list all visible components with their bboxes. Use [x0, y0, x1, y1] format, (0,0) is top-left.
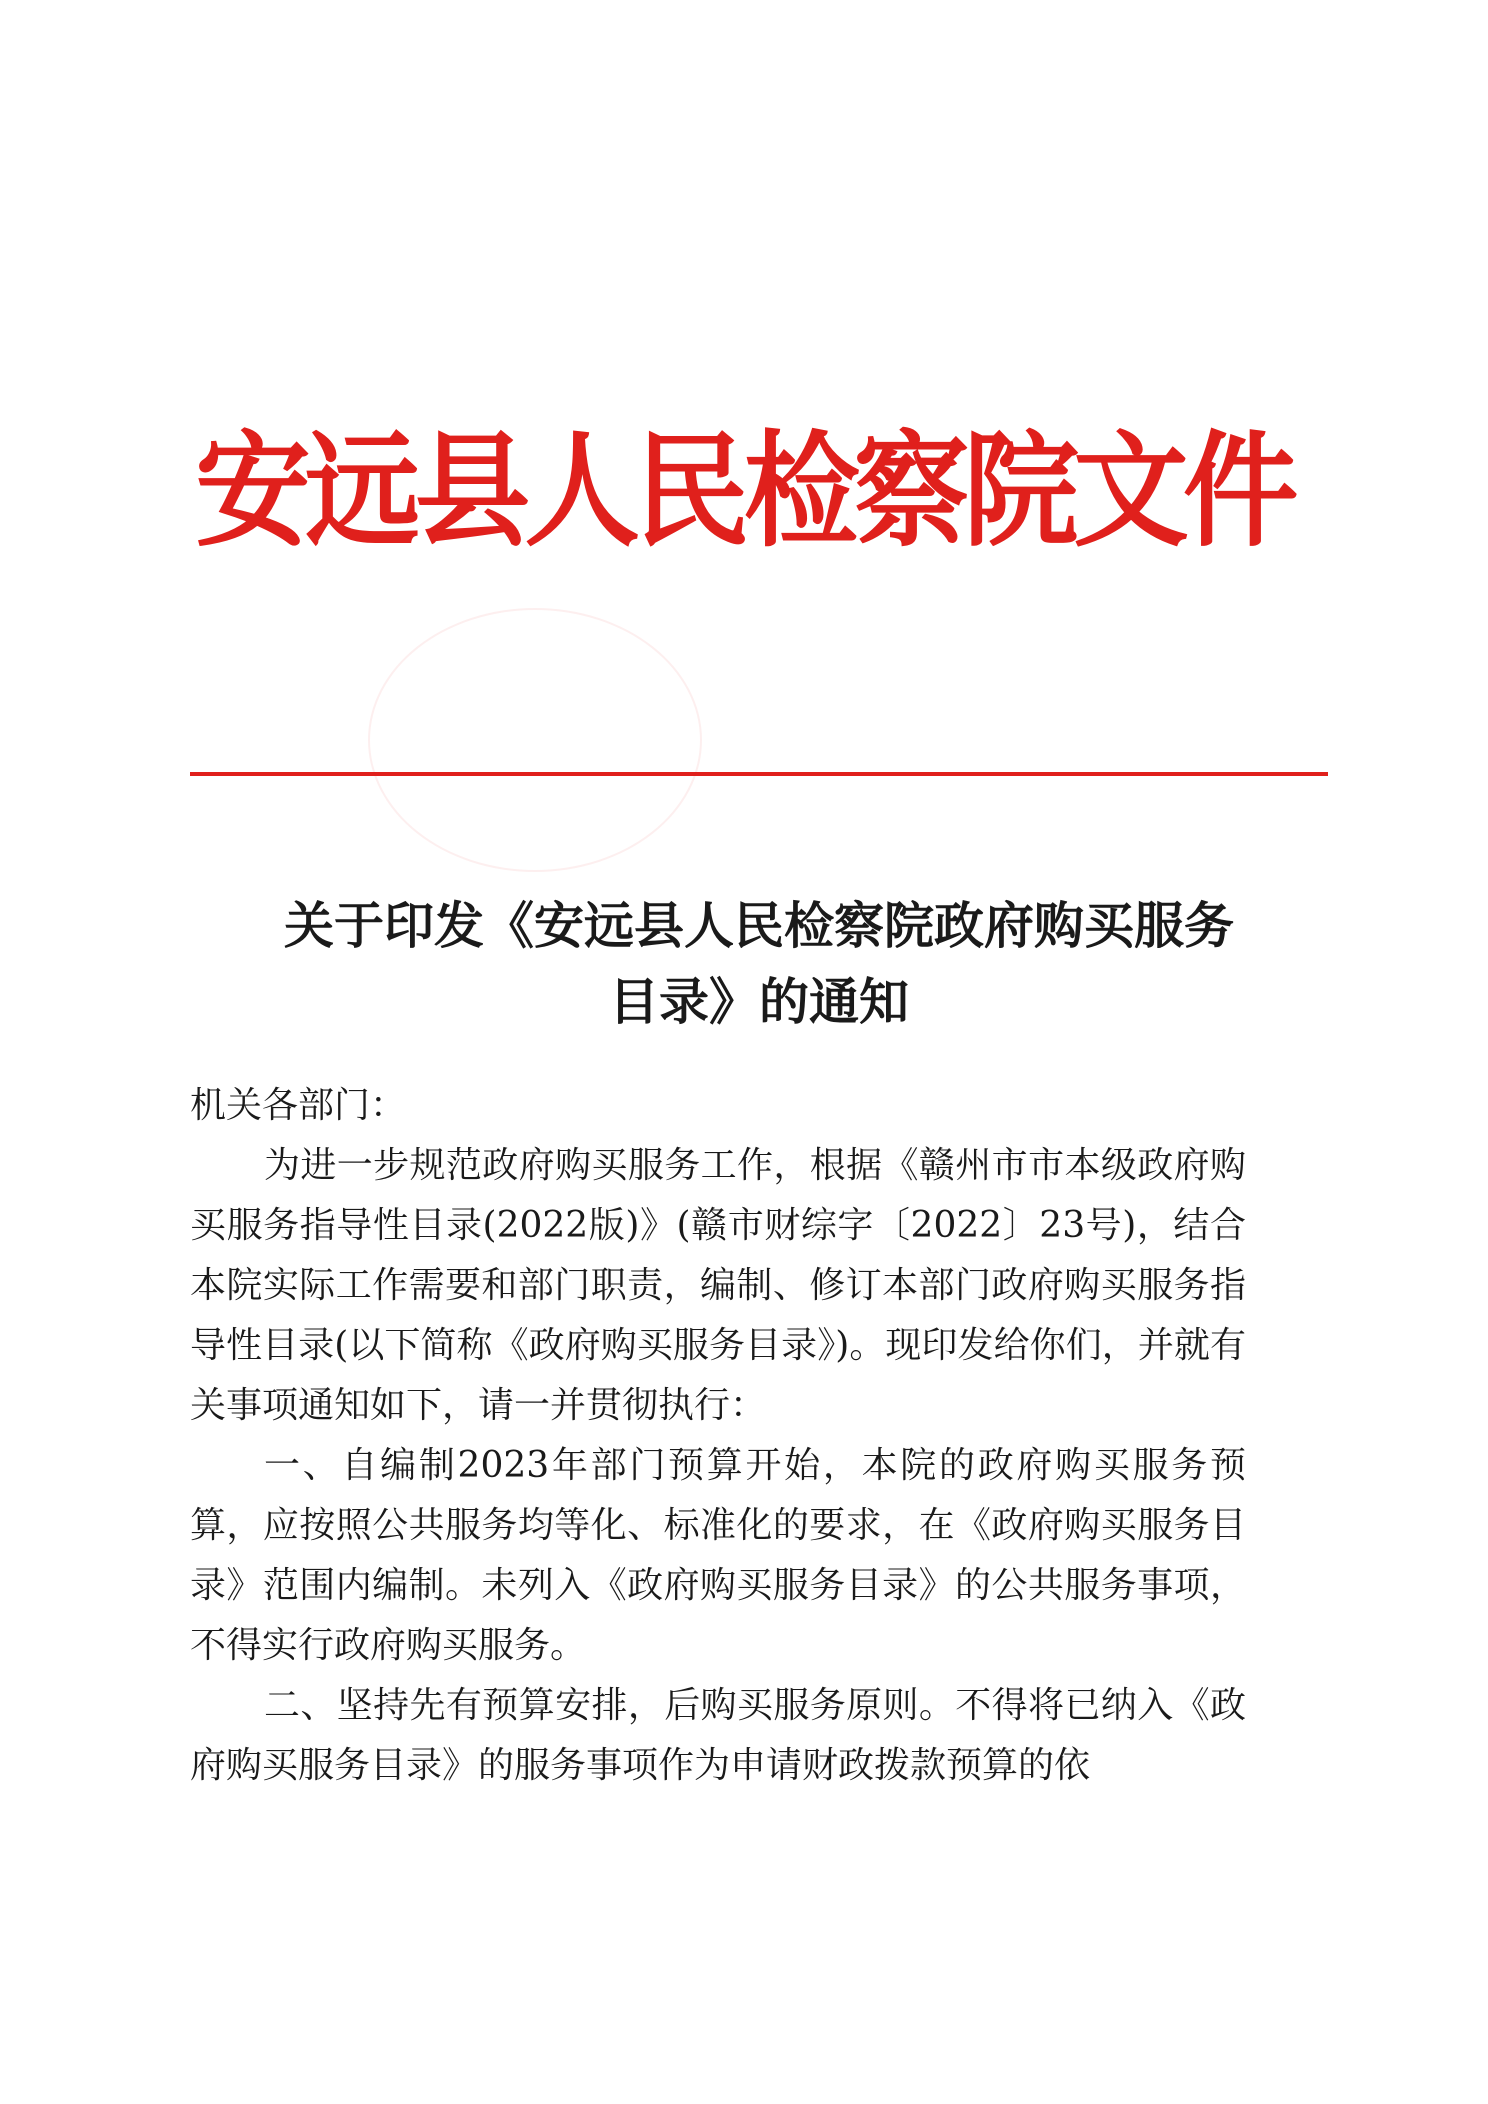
- body-paragraph-2: 一、自编制2023年部门预算开始，本院的政府购买服务预算，应按照公共服务均等化、标准化的要求，在《政府购买服务目录》范围内编制。未列入《政府购买服务目录》的公共服务事项，不得实行政府购买服务。: [190, 1445, 1246, 1666]
- red-divider-rule: [190, 772, 1328, 776]
- document-title-line-2: 目录》的通知: [609, 973, 909, 1031]
- document-title: [190, 888, 1328, 1040]
- document-body: [190, 1076, 1246, 1796]
- masthead-title: 安远县人民检察院文件: [195, 420, 1293, 564]
- salutation: 机关各部门：: [190, 1085, 407, 1126]
- faint-seal-mark: [368, 608, 702, 872]
- body-paragraph-3: 二、坚持先有预算安排，后购买服务原则。不得将已纳入《政府购买服务目录》的服务事项作为申请财政拨款预算的依: [190, 1685, 1246, 1786]
- document-title-line-1: 关于印发《安远县人民检察院政府购买服务: [284, 897, 1234, 955]
- body-paragraph-1: 为进一步规范政府购买服务工作，根据《赣州市市本级政府购买服务指导性目录(2022版)》(赣市财综字〔2022〕23号)，结合本院实际工作需要和部门职责，编制、修订本部门政府购买服务指导性目录(以下简称《政府购买服务目录》)。现印发给你们，并就有关事项通知如下，请一并贯彻执行：: [190, 1145, 1246, 1426]
